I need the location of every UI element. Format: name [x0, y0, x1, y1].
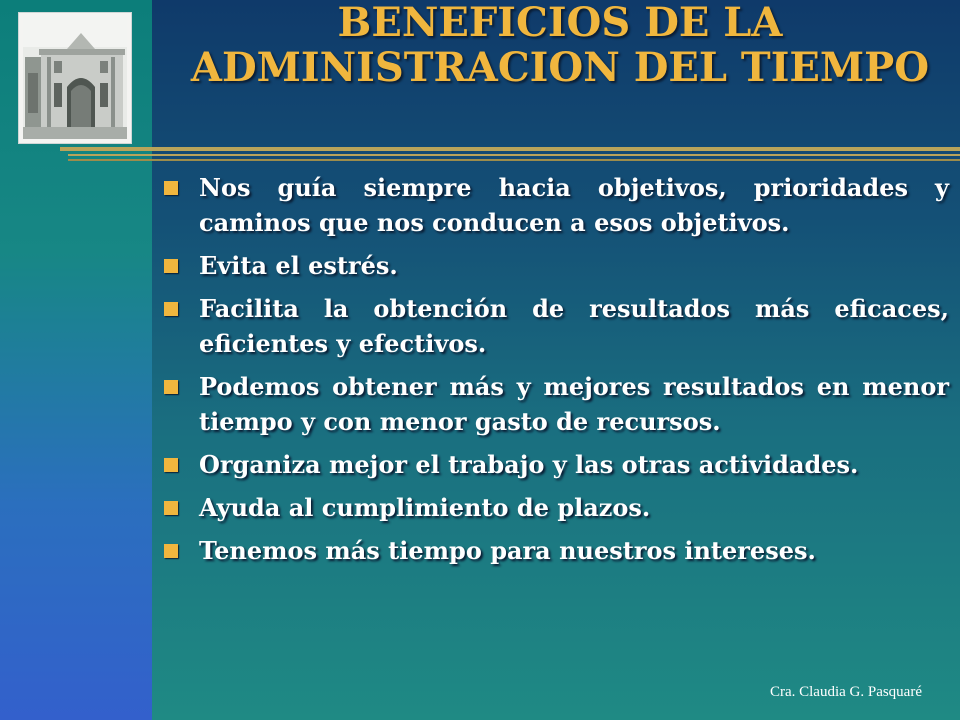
square-bullet-icon: [164, 181, 178, 195]
square-bullet-icon: [164, 544, 178, 558]
bullet-text: Podemos obtener más y mejores resultados en menor tiempo y con menor gasto de recursos.: [199, 372, 949, 436]
square-bullet-icon: [164, 501, 178, 515]
building-photo: [18, 12, 132, 144]
bullet-item: [163, 248, 949, 283]
square-bullet-icon: [164, 259, 178, 273]
square-bullet-icon: [164, 302, 178, 316]
bullet-item: [163, 170, 949, 240]
title-divider-line: [68, 154, 960, 156]
slide-title: BENEFICIOS DE LA ADMINISTRACION DEL TIEMPO: [190, 0, 930, 91]
bullet-item: [163, 533, 949, 568]
bullet-item: [163, 490, 949, 525]
bullet-item: [163, 291, 949, 361]
square-bullet-icon: [164, 380, 178, 394]
bullet-text: Facilita la obtención de resultados más eficaces, eficientes y efectivos.: [199, 294, 949, 358]
bullet-list: [163, 170, 949, 576]
bullet-text: Organiza mejor el trabajo y las otras actividades.: [199, 450, 859, 479]
bullet-item: [163, 369, 949, 439]
square-bullet-icon: [164, 458, 178, 472]
title-divider-line: [68, 159, 960, 161]
title-divider: [60, 147, 960, 151]
bullet-item: [163, 447, 949, 482]
bullet-text: Nos guía siempre hacia objetivos, prioridades y caminos que nos conducen a esos objetivos.: [199, 173, 949, 237]
bullet-text: Ayuda al cumplimiento de plazos.: [199, 493, 651, 522]
bullet-text: Tenemos más tiempo para nuestros intereses.: [199, 536, 816, 565]
author-footer: Cra. Claudia G. Pasquaré: [769, 684, 922, 700]
bullet-text: Evita el estrés.: [199, 251, 398, 280]
